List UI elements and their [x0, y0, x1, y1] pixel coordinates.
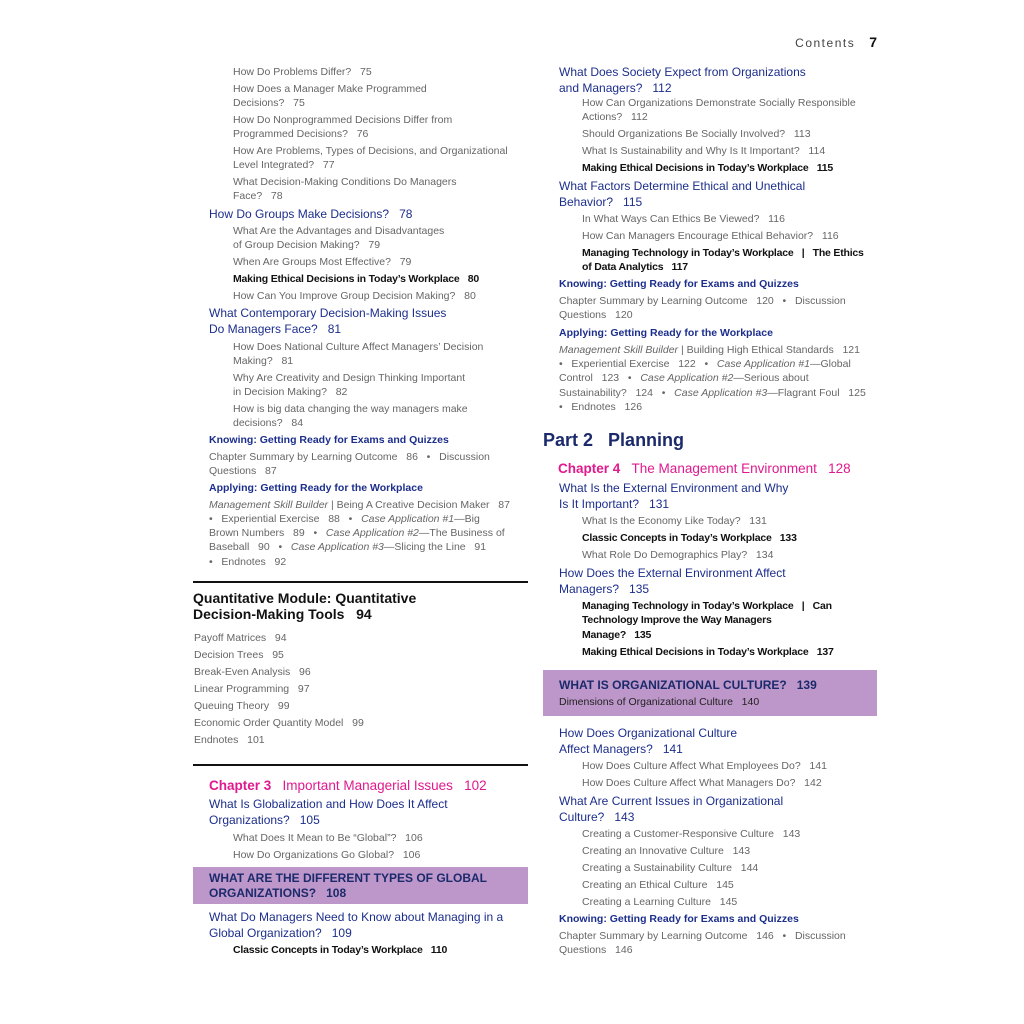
knowing-heading[interactable]: Knowing: Getting Ready for Exams and Quizzes: [559, 278, 799, 290]
skill-builder-label: Management Skill Builder: [209, 499, 329, 511]
section-heading[interactable]: What Is the External Environment and Why: [559, 481, 789, 495]
highlight-band: [543, 670, 877, 716]
part-heading[interactable]: [543, 430, 684, 451]
toc-entry[interactable]: [559, 357, 851, 372]
toc-entry[interactable]: What Are the Advantages and Disadvantages: [233, 225, 445, 237]
toc-entry[interactable]: Creating a Customer-Responsive Culture 143: [582, 828, 801, 840]
toc-entry[interactable]: Queuing Theory 99: [194, 700, 290, 712]
chapter-heading[interactable]: [558, 461, 851, 476]
toc-entry[interactable]: How Does Culture Affect What Managers Do? 142: [582, 777, 822, 789]
toc-entry[interactable]: [209, 540, 486, 555]
section-heading[interactable]: Affect Managers? 141: [559, 742, 683, 756]
section-heading[interactable]: Organizations? 105: [209, 813, 320, 827]
toc-entry[interactable]: Creating a Sustainability Culture 144: [582, 862, 759, 874]
toc-entry[interactable]: What Is Sustainability and Why Is It Important? 114: [582, 145, 826, 157]
toc-entry[interactable]: Creating an Innovative Culture 143: [582, 845, 751, 857]
toc-entry[interactable]: What Decision-Making Conditions Do Managers: [233, 176, 457, 188]
toc-entry[interactable]: How Can Organizations Demonstrate Socially Responsible: [582, 97, 856, 109]
toc-entry[interactable]: Chapter Summary by Learning Outcome 86 • Discussion: [209, 451, 490, 463]
toc-entry[interactable]: [559, 371, 809, 386]
toc-entry[interactable]: Should Organizations Be Socially Involved? 113: [582, 128, 811, 140]
toc-entry[interactable]: Questions 146: [559, 944, 633, 956]
skill-builder-title: | Building High Ethical Standards 121: [678, 344, 860, 356]
section-heading[interactable]: Do Managers Face? 81: [209, 322, 342, 336]
toc-entry[interactable]: Questions 120: [559, 309, 633, 321]
toc-entry[interactable]: How Does a Manager Make Programmed: [233, 83, 427, 95]
case-title: —The Business of: [418, 527, 505, 539]
chapter-label: Chapter 3: [209, 778, 272, 793]
toc-entry[interactable]: Chapter Summary by Learning Outcome 146 • Discussion: [559, 930, 846, 942]
apply-text: • Experiential Exercise 122 •: [559, 358, 717, 370]
applying-heading[interactable]: Applying: Getting Ready for the Workplace: [559, 327, 773, 339]
band-heading[interactable]: ORGANIZATIONS? 108: [209, 886, 347, 900]
toc-entry[interactable]: • Endnotes 126: [559, 401, 643, 413]
toc-entry[interactable]: How is big data changing the way managers make: [233, 403, 468, 415]
feature-box-entry[interactable]: Making Ethical Decisions in Today’s Workplace 80: [233, 273, 479, 285]
case-title: —Big: [454, 513, 480, 525]
knowing-heading[interactable]: Knowing: Getting Ready for Exams and Quizzes: [209, 434, 449, 446]
band-subentry[interactable]: Dimensions of Organizational Culture 140: [559, 696, 760, 708]
section-heading[interactable]: Is It Important? 131: [559, 497, 670, 511]
toc-entry[interactable]: How Can Managers Encourage Ethical Behavior? 116: [582, 230, 839, 242]
feature-title: | Can: [793, 600, 832, 612]
toc-entry[interactable]: Chapter Summary by Learning Outcome 120 • Discussion: [559, 295, 846, 307]
toc-entry[interactable]: [559, 343, 860, 358]
chapter-heading[interactable]: [209, 778, 487, 793]
chapter-title: The Management Environment 128: [631, 461, 851, 476]
toc-entry[interactable]: Programmed Decisions? 76: [233, 128, 369, 140]
knowing-heading[interactable]: Knowing: Getting Ready for Exams and Quizzes: [559, 913, 799, 925]
apply-text: Baseball 90 •: [209, 541, 291, 553]
module-title[interactable]: Decision-Making Tools 94: [193, 606, 372, 622]
page-number: 7: [869, 34, 877, 50]
toc-entry[interactable]: How Does National Culture Affect Managers’ Decision: [233, 341, 484, 353]
chapter-title: Important Managerial Issues 102: [282, 778, 487, 793]
section-heading[interactable]: How Do Groups Make Decisions? 78: [209, 207, 413, 221]
feature-box-entry[interactable]: Classic Concepts in Today’s Workplace 133: [582, 532, 797, 544]
toc-entry[interactable]: What Does It Mean to Be “Global”? 106: [233, 832, 423, 844]
module-title[interactable]: Quantitative Module: Quantitative: [193, 590, 417, 606]
section-heading[interactable]: Behavior? 115: [559, 195, 643, 209]
section-heading[interactable]: Culture? 143: [559, 810, 635, 824]
feature-box-entry[interactable]: Manage? 135: [582, 629, 652, 641]
toc-entry[interactable]: in Decision Making? 82: [233, 386, 348, 398]
toc-entry[interactable]: Economic Order Quantity Model 99: [194, 717, 364, 729]
feature-label: Managing Technology in Today’s Workplace: [582, 247, 794, 259]
toc-entry[interactable]: Why Are Creativity and Design Thinking Important: [233, 372, 466, 384]
case-label: Case Application #1: [361, 513, 455, 525]
toc-entry[interactable]: [559, 386, 866, 401]
toc-entry[interactable]: In What Ways Can Ethics Be Viewed? 116: [582, 213, 785, 225]
section-heading[interactable]: How Does the External Environment Affect: [559, 566, 786, 580]
toc-entry[interactable]: When Are Groups Most Effective? 79: [233, 256, 412, 268]
band-heading[interactable]: WHAT IS ORGANIZATIONAL CULTURE? 139: [559, 678, 817, 692]
header-label: Contents: [795, 36, 856, 50]
apply-text: Control 123 •: [559, 372, 641, 384]
band-heading[interactable]: WHAT ARE THE DIFFERENT TYPES OF GLOBAL: [209, 871, 487, 885]
feature-box-entry[interactable]: Classic Concepts in Today’s Workplace 110: [233, 944, 448, 956]
part-label: Part 2: [543, 430, 594, 450]
toc-entry[interactable]: Break-Even Analysis 96: [194, 666, 311, 678]
feature-box-entry[interactable]: Making Ethical Decisions in Today’s Workplace 137: [582, 646, 834, 658]
case-label: Case Application #2: [325, 527, 419, 539]
case-title: —Slicing the Line 91: [383, 541, 487, 553]
case-title: —Global: [809, 358, 851, 370]
apply-text: Brown Numbers 89 •: [209, 527, 326, 539]
toc-entry[interactable]: Payoff Matrices 94: [194, 632, 287, 644]
case-label: Case Application #3: [674, 387, 768, 399]
toc-entry[interactable]: Linear Programming 97: [194, 683, 310, 695]
feature-box-entry[interactable]: [582, 246, 864, 260]
toc-entry[interactable]: Endnotes 101: [194, 734, 265, 746]
section-heading[interactable]: What Does Society Expect from Organizations: [559, 65, 806, 79]
toc-entry[interactable]: decisions? 84: [233, 417, 304, 429]
chapter-label: Chapter 4: [558, 461, 621, 476]
feature-box-entry[interactable]: Technology Improve the Way Managers: [582, 614, 772, 626]
case-title: —Flagrant Foul 125: [767, 387, 866, 399]
applying-heading[interactable]: Applying: Getting Ready for the Workplace: [209, 482, 423, 494]
toc-entry[interactable]: What Is the Economy Like Today? 131: [582, 515, 767, 527]
toc-entry[interactable]: Making? 81: [233, 355, 294, 367]
section-rule: [193, 581, 528, 583]
toc-entry[interactable]: of Group Decision Making? 79: [233, 239, 381, 251]
section-heading[interactable]: What Do Managers Need to Know about Managing in a: [209, 910, 504, 924]
feature-box-entry[interactable]: Making Ethical Decisions in Today’s Workplace 115: [582, 162, 834, 174]
toc-entry[interactable]: How Are Problems, Types of Decisions, and Organizational: [233, 145, 508, 157]
section-rule: [193, 764, 528, 766]
section-heading[interactable]: What Factors Determine Ethical and Unethical: [559, 179, 806, 193]
case-title: —Serious about: [733, 372, 809, 384]
toc-entry[interactable]: Level Integrated? 77: [233, 159, 335, 171]
part-title: Planning: [608, 430, 685, 450]
toc-entry[interactable]: How Do Nonprogrammed Decisions Differ from: [233, 114, 453, 126]
apply-text: • Experiential Exercise 88 •: [209, 513, 362, 525]
toc-entry[interactable]: How Can You Improve Group Decision Making? 80: [233, 290, 476, 302]
toc-entry[interactable]: Questions 87: [209, 465, 277, 477]
feature-label: Managing Technology in Today’s Workplace: [582, 600, 794, 612]
case-label: Case Application #2: [640, 372, 734, 384]
toc-entry[interactable]: Decisions? 75: [233, 97, 305, 109]
section-heading[interactable]: How Does Organizational Culture: [559, 726, 738, 740]
case-label: Case Application #3: [290, 541, 384, 553]
toc-entry[interactable]: Decision Trees 95: [194, 649, 284, 661]
running-header: [795, 34, 877, 50]
toc-entry[interactable]: What Role Do Demographics Play? 134: [582, 549, 774, 561]
toc-entry[interactable]: Creating an Ethical Culture 145: [582, 879, 734, 891]
toc-entry[interactable]: [209, 512, 480, 527]
feature-title: | The Ethics: [793, 247, 864, 259]
apply-text: Sustainability? 124 •: [559, 387, 675, 399]
section-heading[interactable]: What Contemporary Decision-Making Issues: [209, 306, 447, 320]
toc-entry[interactable]: Face? 78: [233, 190, 283, 202]
toc-entry[interactable]: How Do Organizations Go Global? 106: [233, 849, 421, 861]
section-heading[interactable]: and Managers? 112: [559, 81, 672, 95]
section-heading[interactable]: What Is Globalization and How Does It Affect: [209, 797, 448, 811]
skill-builder-label: Management Skill Builder: [559, 344, 679, 356]
section-heading[interactable]: Managers? 135: [559, 582, 650, 596]
toc-entry[interactable]: Creating a Learning Culture 145: [582, 896, 738, 908]
section-heading[interactable]: What Are Current Issues in Organizational: [559, 794, 784, 808]
toc-entry[interactable]: How Do Problems Differ? 75: [233, 66, 372, 78]
toc-entry[interactable]: [209, 526, 505, 541]
toc-entry[interactable]: • Endnotes 92: [209, 556, 287, 568]
case-label: Case Application #1: [716, 358, 810, 370]
toc-entry[interactable]: [209, 498, 510, 513]
section-heading[interactable]: Global Organization? 109: [209, 926, 352, 940]
feature-box-entry[interactable]: of Data Analytics 117: [582, 261, 688, 273]
feature-box-entry[interactable]: [582, 599, 832, 613]
toc-entry[interactable]: Actions? 112: [582, 111, 648, 123]
toc-entry[interactable]: How Does Culture Affect What Employees Do? 141: [582, 760, 827, 772]
skill-builder-title: | Being A Creative Decision Maker 87: [328, 499, 510, 511]
